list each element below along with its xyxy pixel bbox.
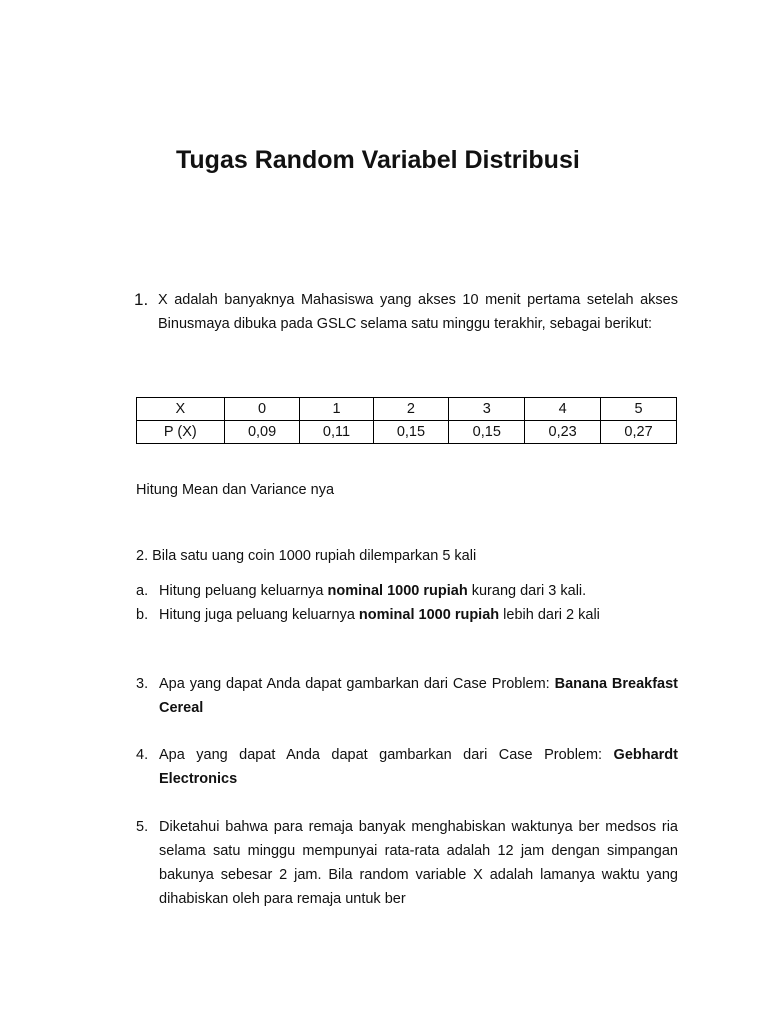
question-4-pre: Apa yang dapat Anda dapat gambarkan dari Case Problem: bbox=[159, 747, 614, 763]
table-cell: 1 bbox=[300, 398, 373, 421]
question-2b-label: b. bbox=[136, 607, 149, 623]
table-header-px: P (X) bbox=[137, 421, 225, 444]
table-row-x bbox=[137, 398, 677, 421]
table-cell: 2 bbox=[373, 398, 449, 421]
question-4 bbox=[136, 743, 678, 791]
question-2a-bold: nominal 1000 rupiah bbox=[327, 583, 468, 599]
table-cell: 0,27 bbox=[601, 421, 677, 444]
question-3 bbox=[136, 672, 678, 720]
question-1-text: X adalah banyaknya Mahasiswa yang akses 10 menit pertama setelah akses Binusmaya dibuka pada GSLC selama satu minggu terakhir, sebagai berikut: bbox=[158, 292, 678, 332]
question-2a bbox=[136, 579, 696, 603]
question-2b bbox=[136, 603, 696, 627]
table-cell: 0,15 bbox=[449, 421, 525, 444]
probability-table bbox=[136, 397, 677, 444]
question-5-label: 5. bbox=[136, 819, 149, 835]
table-cell: 5 bbox=[601, 398, 677, 421]
table-cell: 3 bbox=[449, 398, 525, 421]
table-row-px bbox=[137, 421, 677, 444]
instruction-text: Hitung Mean dan Variance nya bbox=[136, 482, 335, 498]
question-3-text bbox=[159, 672, 678, 720]
table-header-x: X bbox=[137, 398, 225, 421]
table-cell: 4 bbox=[525, 398, 601, 421]
page-title: Tugas Random Variabel Distribusi bbox=[176, 146, 580, 174]
question-5-text: Diketahui bahwa para remaja banyak menghabiskan waktunya ber medsos ria selama satu minggu mempunyai rata-rata adalah 12 jam dengan simpangan bakunya sebesar 2 jam. Bila random variable X adalah lamanya waktu yang dihabiskan oleh para remaja untuk ber bbox=[159, 819, 678, 907]
question-3-bold: Banana Breakfast Cereal bbox=[159, 676, 679, 716]
question-4-label: 4. bbox=[136, 747, 149, 763]
question-1-number: 1. bbox=[134, 290, 149, 309]
question-1 bbox=[134, 288, 678, 336]
question-2a-pre: Hitung peluang keluarnya bbox=[159, 583, 328, 599]
question-3-label: 3. bbox=[136, 676, 149, 692]
question-2b-pre: Hitung juga peluang keluarnya bbox=[159, 607, 359, 623]
question-2b-text bbox=[159, 603, 696, 627]
question-2-text: 2. Bila satu uang coin 1000 rupiah dilemparkan 5 kali bbox=[136, 548, 477, 564]
question-2b-post: lebih dari 2 kali bbox=[499, 607, 600, 623]
table-cell: 0,09 bbox=[224, 421, 300, 444]
table-cell: 0,23 bbox=[525, 421, 601, 444]
question-2a-post: kurang dari 3 kali. bbox=[467, 583, 587, 599]
table-cell: 0,11 bbox=[300, 421, 373, 444]
question-2b-bold: nominal 1000 rupiah bbox=[358, 607, 500, 623]
question-4-text bbox=[159, 743, 678, 791]
question-5 bbox=[136, 815, 678, 911]
question-4-bold: Gebhardt Electronics bbox=[159, 747, 678, 787]
question-3-pre: Apa yang dapat Anda dapat gambarkan dari Case Problem: bbox=[159, 676, 555, 692]
table-cell: 0,15 bbox=[373, 421, 449, 444]
question-2a-label: a. bbox=[136, 583, 149, 599]
table-cell: 0 bbox=[224, 398, 300, 421]
question-2a-text bbox=[159, 579, 696, 603]
